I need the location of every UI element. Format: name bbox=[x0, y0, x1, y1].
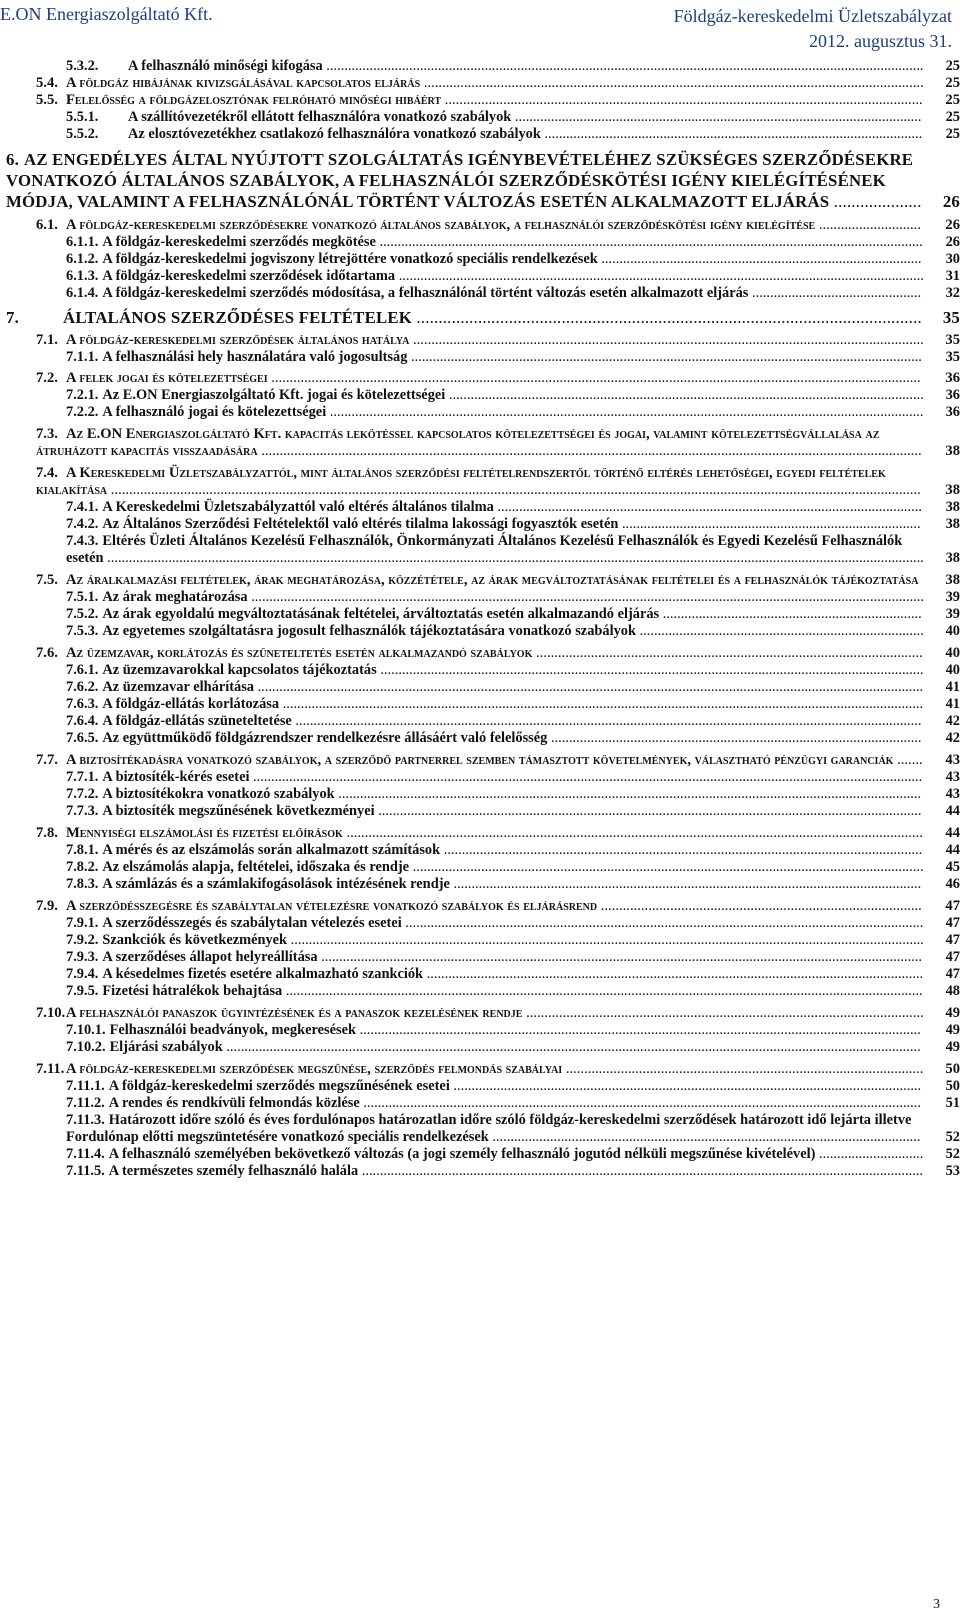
toc-entry-number: 7.7.2. bbox=[66, 786, 99, 802]
toc-entry-title: A földgáz-kereskedelmi szerződések időtartama bbox=[102, 268, 396, 284]
toc-entry[interactable] bbox=[0, 1095, 960, 1112]
toc-entry[interactable] bbox=[0, 1005, 960, 1022]
toc-entry[interactable] bbox=[0, 75, 960, 92]
toc-entry-title: Eltérés Üzleti Általános Kezelésű Felhasználók, Önkormányzati Általános Kezelésű Felhasználók és Egyedi Kezelésű Felhasználók esetén bbox=[66, 533, 903, 566]
toc-entry-title: A felhasználó jogai és kötelezettségei bbox=[102, 404, 327, 420]
toc-entry-leader: ....................................................................................................................................................... bbox=[374, 803, 922, 819]
toc-entry[interactable] bbox=[0, 859, 960, 876]
toc-entry[interactable] bbox=[0, 1146, 960, 1163]
toc-entry-title: A földgáz-kereskedelmi szerződések általános hatálya bbox=[66, 332, 410, 348]
toc-entry-title: Az üzemzavarokkal kapcsolatos tájékoztatás bbox=[102, 662, 377, 678]
toc-entry-title: A földgáz-kereskedelmi szerződések megszűnése, szerződés felmondás szabályai bbox=[66, 1061, 563, 1077]
toc-entry-title: A földgáz-kereskedelmi jogviszony létrejöttére vonatkozó speciális rendelkezések bbox=[102, 251, 598, 267]
toc-entry[interactable] bbox=[0, 876, 960, 893]
toc-entry-number: 7.9.4. bbox=[66, 966, 99, 982]
toc-entry-leader: ..................................................................................................................................................................................... bbox=[257, 443, 922, 459]
toc-entry-leader: ........................................................................................ bbox=[597, 898, 922, 914]
toc-entry[interactable] bbox=[0, 149, 960, 212]
toc-entry-page: 38 bbox=[924, 516, 960, 533]
toc-entry-leader: ........................................................................................................................................................... bbox=[359, 1095, 921, 1111]
toc-entry-leader: ......................................................................................................................................................................................... bbox=[253, 679, 924, 695]
toc-entry-page: 38 bbox=[924, 443, 960, 460]
toc-entry-title: A földgáz-ellátás korlátozása bbox=[102, 696, 280, 712]
toc-entry-number: 6.1. bbox=[36, 217, 58, 233]
page-number: 3 bbox=[933, 1597, 940, 1612]
toc-entry-leader: ................................................................................................................... bbox=[412, 308, 922, 327]
toc-entry[interactable] bbox=[0, 1112, 960, 1146]
toc-entry-title: A felhasználó minőségi kifogása bbox=[128, 58, 323, 74]
toc-entry-title: ÁLTALÁNOS SZERZŐDÉSES FELTÉTELEK bbox=[63, 308, 413, 327]
toc-entry-leader: .............................................................................................................................................................. bbox=[342, 825, 923, 841]
toc-entry-title: A felhasználó személyében bekövetkező változás (a jogi személy felhasználó jogutód nélküli megszűnése kivételével) bbox=[108, 1146, 816, 1162]
toc-entry-page: 38 bbox=[924, 550, 960, 567]
toc-entry-number: 7.4. bbox=[36, 465, 58, 481]
toc-entry[interactable] bbox=[0, 623, 960, 640]
document-date: 2012. augusztus 31. bbox=[809, 31, 952, 51]
toc-entry[interactable] bbox=[0, 606, 960, 623]
toc-entry-title: Felhasználói beadványok, megkeresések bbox=[109, 1022, 356, 1038]
toc-entry[interactable] bbox=[0, 426, 960, 460]
toc-entry[interactable] bbox=[0, 370, 960, 387]
toc-entry-title: Eljárási szabályok bbox=[109, 1039, 223, 1055]
toc-entry-title: A biztosítékadásra vonatkozó szabályok, a szerződő partnerrel szemben támasztott követelmények, választható pénzügyi garanciák bbox=[66, 752, 894, 768]
toc-entry-title: A földgáz-kereskedelmi szerződés megkötése bbox=[102, 234, 376, 250]
toc-entry[interactable] bbox=[0, 499, 960, 516]
toc-entry-title: A szerződéses állapot helyreállítása bbox=[102, 949, 318, 965]
toc-entry-number: 7.11.5. bbox=[66, 1163, 105, 1179]
toc-entry-leader: ............................................................................... bbox=[635, 623, 924, 639]
toc-entry[interactable] bbox=[0, 126, 960, 143]
toc-entry-leader: ..................................................................................................................................... bbox=[440, 842, 923, 858]
toc-entry-leader: .................................................................................................................................................. bbox=[395, 268, 924, 284]
toc-entry-number: 7.2. bbox=[36, 370, 58, 386]
toc-entry-title: A szállítóvezetékről ellátott felhasználóra vonatkozó szabályok bbox=[128, 109, 512, 125]
toc-entry-title: Az E.ON Energiaszolgáltató Kft. jogai és kötelezettségei bbox=[102, 387, 446, 403]
toc-entry-page: 32 bbox=[924, 285, 960, 302]
toc-entry-title: Fizetési hátralékok behajtása bbox=[102, 983, 283, 999]
toc-entry[interactable] bbox=[0, 983, 960, 1000]
toc-entry-leader: .................................................................................................................................... bbox=[445, 387, 924, 403]
toc-entry-page: 26 bbox=[924, 234, 960, 251]
toc-entry-title: Az árak meghatározása bbox=[102, 589, 248, 605]
toc-entry-title: Az áralkalmazási feltételek, árak meghatározása, közzététele, az árak megváltoztatásának feltételei és a felhasználók tájékoztatása bbox=[66, 572, 919, 588]
toc-entry-leader: ....................................................................................................................... bbox=[488, 1129, 921, 1145]
toc-entry-page: 25 bbox=[924, 58, 960, 75]
toc-entry-number: 7.11.1. bbox=[66, 1078, 105, 1094]
toc-entry-leader: ...................................................................................................................... bbox=[493, 499, 922, 515]
toc-entry-number: 5.5.2. bbox=[66, 126, 99, 142]
toc-entry-title: Szankciók és következmények bbox=[102, 932, 288, 948]
toc-entry[interactable] bbox=[0, 898, 960, 915]
toc-entry[interactable] bbox=[0, 1022, 960, 1039]
toc-entry-number: 7.6. bbox=[36, 645, 58, 661]
toc-entry[interactable] bbox=[0, 803, 960, 820]
toc-entry-number: 7.6.2. bbox=[66, 679, 99, 695]
toc-entry-page: 38 bbox=[924, 499, 960, 516]
document-title: Földgáz-kereskedelmi Üzletszabályzat bbox=[673, 6, 952, 26]
toc-entry-number: 7.11.3. bbox=[66, 1112, 105, 1128]
toc-entry[interactable] bbox=[0, 825, 960, 842]
toc-entry-leader: ................................................................................................................................................................................................. bbox=[222, 1039, 921, 1055]
toc-entry[interactable] bbox=[0, 1078, 960, 1095]
toc-entry-title: A Kereskedelmi Üzletszabályzattól, mint általános szerződési feltételrendszertől történő eltérés lehetőségei, egyedi feltételek kialakítása bbox=[36, 465, 886, 498]
toc-entry-page: 47 bbox=[924, 898, 960, 915]
toc-entry-leader: ....................................................................................................................................................... bbox=[376, 662, 924, 678]
toc-entry-title: A késedelmes fizetés esetére alkalmazható szankciók bbox=[102, 966, 424, 982]
toc-entry-page: 53 bbox=[924, 1163, 960, 1180]
toc-entry[interactable] bbox=[0, 109, 960, 126]
toc-entry-leader: ..................................................................................................................................................................... bbox=[326, 404, 924, 420]
toc-entry[interactable] bbox=[0, 589, 960, 606]
toc-entry-leader: ............................ bbox=[815, 217, 921, 233]
toc-entry-page: 39 bbox=[924, 589, 960, 606]
toc-entry-number: 7.5.2. bbox=[66, 606, 99, 622]
toc-entry-number: 7.1.1. bbox=[66, 349, 99, 365]
toc-entry-number: 6.1.1. bbox=[66, 234, 99, 250]
toc-entry-leader: ................................................................................................................. bbox=[511, 109, 922, 125]
toc-entry-page: 48 bbox=[924, 983, 960, 1000]
toc-entry-number: 7.5.1. bbox=[66, 589, 99, 605]
toc-entry-number: 7.4.2. bbox=[66, 516, 99, 532]
toc-entry[interactable] bbox=[0, 92, 960, 109]
toc-entry-leader: .............................................................................................................................................. bbox=[407, 349, 922, 365]
toc-entry-number: 7.1. bbox=[36, 332, 58, 348]
toc-entry-title: A földgáz-kereskedelmi szerződésekre vonatkozó általános szabályok, a felhasználói szerződéskötési igény kielégítése bbox=[66, 217, 816, 233]
toc-entry-page: 40 bbox=[924, 662, 960, 679]
toc-entry[interactable] bbox=[0, 533, 960, 567]
toc-entry-number: 7.7.3. bbox=[66, 803, 99, 819]
toc-entry-title: A felhasználói panaszok ügyintézésének és a panaszok kezelésének rendje bbox=[66, 1005, 523, 1021]
toc-entry[interactable] bbox=[0, 842, 960, 859]
toc-entry-number: 7.8.3. bbox=[66, 876, 99, 892]
toc-entry-number: 7.2.2. bbox=[66, 404, 99, 420]
toc-entry-page: 38 bbox=[924, 482, 960, 499]
toc-entry-title: A biztosítékokra vonatkozó szabályok bbox=[102, 786, 335, 802]
toc-entry-number: 7.6.3. bbox=[66, 696, 99, 712]
toc-entry-page: 50 bbox=[924, 1061, 960, 1078]
toc-entry-number: 7.9.2. bbox=[66, 932, 99, 948]
toc-entry-title: A földgáz-kereskedelmi szerződés megszűnésének esetei bbox=[108, 1078, 450, 1094]
toc-entry-page: 30 bbox=[924, 251, 960, 268]
toc-entry-page: 36 bbox=[924, 387, 960, 404]
toc-entry-number: 7.4.1. bbox=[66, 499, 99, 515]
toc-entry[interactable] bbox=[0, 234, 960, 251]
toc-entry-title: Az elszámolás alapja, feltételei, időszaka és rendje bbox=[102, 859, 410, 875]
company-name: E.ON Energiaszolgáltató Kft. bbox=[0, 4, 213, 24]
toc-entry-number: 7.6.5. bbox=[66, 730, 99, 746]
toc-entry-leader: ...................................................................................................................................................................... bbox=[322, 58, 924, 74]
toc-entry-page: 26 bbox=[924, 191, 960, 212]
toc-entry-title: Az Általános Szerződési Feltételektől való eltérés tilalma lakossági fogyasztók esetén bbox=[102, 516, 619, 532]
toc-entry-leader: ................................................................................................................................................ bbox=[401, 915, 924, 931]
toc-entry[interactable] bbox=[0, 752, 960, 769]
toc-entry-leader: .............................................................................................................................................................................. bbox=[291, 713, 922, 729]
toc-entry[interactable] bbox=[0, 572, 960, 589]
toc-entry-title: A Kereskedelmi Üzletszabályzattól való eltérés általános tilalma bbox=[102, 499, 494, 515]
toc-entry-number: 7.9. bbox=[36, 898, 58, 914]
toc-entry[interactable] bbox=[0, 217, 960, 234]
toc-entry-title: A földgáz-kereskedelmi szerződés módosítása, a felhasználónál történt változás esetén alkalmazott eljárás bbox=[102, 285, 749, 301]
toc-entry-title: A földgáz-ellátás szüneteltetése bbox=[102, 713, 292, 729]
toc-entry-page: 43 bbox=[924, 752, 960, 769]
toc-entry-leader: ....................................................................................................... bbox=[547, 730, 922, 746]
toc-entry[interactable] bbox=[0, 1061, 960, 1078]
toc-entry-leader: ....................................................................................................................................................... bbox=[375, 234, 923, 250]
toc-entry[interactable] bbox=[0, 285, 960, 302]
toc-entry-leader: ........................................................................ bbox=[659, 606, 922, 622]
toc-entry-number: 7.9.3. bbox=[66, 949, 99, 965]
toc-entry[interactable] bbox=[0, 251, 960, 268]
toc-entry-page: 25 bbox=[924, 109, 960, 126]
toc-entry-number: 7.11. bbox=[36, 1061, 65, 1077]
toc-entry-page: 39 bbox=[924, 606, 960, 623]
toc-entry-title: A szerződésszegésre és szabálytalan vételezésre vonatkozó szabályok és eljárásrend bbox=[66, 898, 598, 914]
toc-entry-number: 7.10. bbox=[36, 1005, 66, 1021]
toc-entry-page: 25 bbox=[924, 92, 960, 109]
toc-entry-leader: .................... bbox=[829, 192, 922, 211]
toc-entry-leader: ................................................................................................................................................................................................................................... bbox=[103, 550, 924, 566]
toc-entry-leader: ......................................................................................... bbox=[597, 251, 922, 267]
toc-entry[interactable] bbox=[0, 966, 960, 983]
toc-entry-leader: .................................................................................................................................................................. bbox=[334, 786, 922, 802]
toc-entry-number: 7.4.3. bbox=[66, 533, 99, 549]
toc-entry-title: A mérés és az elszámolás során alkalmazott számítások bbox=[102, 842, 441, 858]
toc-entry[interactable] bbox=[0, 387, 960, 404]
toc-entry-number: 7.6.4. bbox=[66, 713, 99, 729]
toc-entry-number: 5.5.1. bbox=[66, 109, 99, 125]
toc-entry-leader: .................................................................................................................................................................................. bbox=[279, 696, 924, 712]
toc-entry-number: 7.7.1. bbox=[66, 769, 99, 785]
toc-entry-leader: .................................................................................................. bbox=[562, 1061, 924, 1077]
toc-entry-title: A szerződésszegés és szabálytalan vételezés esetei bbox=[102, 915, 402, 931]
toc-entry-title: A számlázás és a számlakifogásolások intézésének rendje bbox=[102, 876, 450, 892]
toc-entry-number: 7.9.5. bbox=[66, 983, 99, 999]
toc-entry-leader: ............................................................................................................. bbox=[522, 1005, 924, 1021]
toc-entry[interactable] bbox=[0, 332, 960, 349]
toc-entry-number: 7.11.2. bbox=[66, 1095, 105, 1111]
toc-entry[interactable] bbox=[0, 662, 960, 679]
toc-entry[interactable] bbox=[0, 932, 960, 949]
toc-entry-title: AZ ENGEDÉLYES ÁLTAL NYÚJTOTT SZOLGÁLTATÁS IGÉNYBEVÉTELÉHEZ SZÜKSÉGES SZERZŐDÉSEKRE VONATKOZÓ ÁLTALÁNOS SZABÁLYOK, A FELHASZNÁLÓI SZERZŐDÉSKÖTÉSI IGÉNY KIELÉGÍTÉSÉNEK MÓDJA, VALAMINT A FELHASZNÁLÓNÁL TÖRTÉNT VÁLTOZÁS ESETÉN ALKALMAZOTT ELJÁRÁS bbox=[6, 150, 914, 211]
toc-entry[interactable] bbox=[0, 465, 960, 499]
toc-entry-title: Az üzemzavar, korlátozás és szüneteltetés esetén alkalmazandó szabályok bbox=[66, 645, 533, 661]
toc-entry-page: 40 bbox=[924, 623, 960, 640]
toc-entry[interactable] bbox=[0, 1039, 960, 1056]
toc-entry-leader: ........................................................................................................................................................................................... bbox=[247, 589, 924, 605]
toc-entry-page: 25 bbox=[924, 126, 960, 143]
toc-entry-page: 50 bbox=[924, 1078, 960, 1095]
toc-entry[interactable] bbox=[0, 645, 960, 662]
toc-entry[interactable] bbox=[0, 516, 960, 533]
toc-entry-page: 47 bbox=[924, 949, 960, 966]
toc-entry-leader: ............................................... bbox=[748, 285, 922, 301]
toc-entry-title: Az E.ON Energiaszolgáltató Kft. kapacitás lekötéssel kapcsolatos kötelezettségei és jogai, valamint kötelezettségvállalása az átruházott kapacitás visszaadására bbox=[36, 426, 880, 459]
toc-entry-number: 6.1.3. bbox=[66, 268, 99, 284]
toc-entry-page: 36 bbox=[924, 404, 960, 421]
toc-entry[interactable] bbox=[0, 713, 960, 730]
toc-entry-title: Mennyiségi elszámolási és fizetési előírások bbox=[66, 825, 343, 841]
toc-entry-title: A biztosíték megszűnésének következményei bbox=[102, 803, 375, 819]
toc-entry-number: 7.7. bbox=[36, 752, 58, 768]
toc-entry-page: 43 bbox=[924, 786, 960, 803]
toc-entry-page: 31 bbox=[924, 268, 960, 285]
toc-entry-page: 47 bbox=[924, 932, 960, 949]
toc-entry-leader: .............................................................................................................................................................................................................................. bbox=[107, 482, 921, 498]
toc-entry-title: Az üzemzavar elhárítása bbox=[102, 679, 254, 695]
toc-entry-title: Az elosztóvezetékhez csatlakozó felhasználóra vonatkozó szabályok bbox=[128, 126, 541, 142]
toc-entry-page: 38 bbox=[924, 572, 960, 589]
toc-entry-page: 36 bbox=[924, 370, 960, 387]
toc-entry[interactable] bbox=[0, 786, 960, 803]
toc-entry-title: A biztosíték-kérés esetei bbox=[102, 769, 250, 785]
toc-entry[interactable] bbox=[0, 730, 960, 747]
toc-entry-leader: .................................................................................................................................. bbox=[449, 876, 922, 892]
toc-entry[interactable] bbox=[0, 1163, 960, 1180]
toc-entry[interactable] bbox=[0, 915, 960, 932]
toc-entry[interactable] bbox=[0, 679, 960, 696]
toc-entry-page: 44 bbox=[924, 825, 960, 842]
toc-entry-leader: .............................................................................................................................................. bbox=[409, 859, 924, 875]
toc-entry[interactable] bbox=[0, 58, 960, 75]
toc-entry-leader: ................................................................................... bbox=[618, 516, 921, 532]
toc-entry-page: 25 bbox=[924, 75, 960, 92]
toc-entry-page: 45 bbox=[924, 859, 960, 876]
toc-entry-page: 41 bbox=[924, 696, 960, 713]
toc-entry-leader: ......................................................................................................... bbox=[540, 126, 923, 142]
page-header bbox=[0, 0, 960, 50]
toc-entry-number: 7.8.1. bbox=[66, 842, 99, 858]
toc-entry[interactable] bbox=[0, 307, 960, 328]
toc-entry-page: 47 bbox=[924, 915, 960, 932]
toc-entry[interactable] bbox=[0, 349, 960, 366]
toc-entry-page: 52 bbox=[924, 1146, 960, 1163]
toc-entry[interactable] bbox=[0, 268, 960, 285]
toc-entry-leader: ....... bbox=[893, 752, 923, 768]
toc-entry-page: 43 bbox=[924, 769, 960, 786]
toc-entry-title: A rendes és rendkívüli felmondás közlése bbox=[108, 1095, 360, 1111]
toc-entry-title: Az árak egyoldalú megváltoztatásának feltételei, árváltoztatás esetén alkalmazandó eljárás bbox=[102, 606, 660, 622]
toc-entry-page: 49 bbox=[924, 1022, 960, 1039]
toc-entry-number: 7.10.1. bbox=[66, 1022, 106, 1038]
toc-entry-title: Felelősség a földgázelosztónak felróható minőségi hibáért bbox=[66, 92, 442, 108]
toc-entry-page: 52 bbox=[924, 1129, 960, 1146]
toc-entry-leader: ............................. bbox=[815, 1146, 924, 1162]
toc-entry[interactable] bbox=[0, 769, 960, 786]
toc-entry-number: 7.11.4. bbox=[66, 1146, 105, 1162]
toc-entry-page: 35 bbox=[924, 307, 960, 328]
toc-entry-leader: ............................................................................................................................................................ bbox=[355, 1022, 921, 1038]
toc-entry-page: 26 bbox=[924, 217, 960, 234]
toc-entry-title: Az együttműködő földgázrendszer rendelkezésre állásáért való felelősség bbox=[102, 730, 548, 746]
toc-entry-number: 7.10.2. bbox=[66, 1039, 106, 1055]
toc-entry[interactable] bbox=[0, 949, 960, 966]
table-of-contents bbox=[0, 58, 960, 1180]
toc-entry-number: 7.3. bbox=[36, 426, 58, 442]
toc-entry-leader: ......................................................................................................................................... bbox=[420, 75, 924, 91]
toc-entry-number: 5.5. bbox=[36, 92, 58, 108]
toc-entry-number: 7.8. bbox=[36, 825, 58, 841]
toc-entry-leader: .................................................................................................................................. bbox=[449, 1078, 922, 1094]
toc-entry-number: 6. bbox=[6, 150, 19, 169]
toc-entry-page: 41 bbox=[924, 679, 960, 696]
toc-entry-number: 7.5. bbox=[36, 572, 58, 588]
toc-entry-number: 7.2.1. bbox=[66, 387, 99, 403]
toc-entry-leader: .................................................................................................................................................................................. bbox=[267, 370, 921, 386]
toc-entry-title: Határozott időre szóló és éves fordulónapos határozatlan időre szóló földgáz-kereskedelmi szerződések határozott idő lejárta illetve Fordulónap előtti megszüntetésére vonatkozó speciális rendelkezések bbox=[66, 1112, 912, 1145]
toc-entry-leader: ............................................................................................................................................................ bbox=[358, 1163, 923, 1179]
toc-entry-page: 40 bbox=[924, 645, 960, 662]
toc-entry-title: A felek jogai és kötelezettségei bbox=[66, 370, 268, 386]
toc-entry-number: 7.5.3. bbox=[66, 623, 99, 639]
toc-entry-title: A felhasználási hely használatára való jogosultság bbox=[102, 349, 408, 365]
toc-entry-number: 6.1.4. bbox=[66, 285, 99, 301]
toc-entry-page: 44 bbox=[924, 842, 960, 859]
toc-entry-page: 44 bbox=[924, 803, 960, 820]
toc-entry-page: 35 bbox=[924, 332, 960, 349]
toc-entry-number: 7.8.2. bbox=[66, 859, 99, 875]
toc-entry-leader: ....................................................................................................................................................................... bbox=[317, 949, 922, 965]
toc-entry-leader: .......................................................................................................... bbox=[532, 645, 923, 661]
toc-entry-number: 5.3.2. bbox=[66, 58, 99, 74]
header-right bbox=[674, 4, 952, 54]
toc-entry-leader: .......................................................................................................................................................................................... bbox=[249, 769, 923, 785]
toc-entry-leader: ................................................................................................................................................................................. bbox=[282, 983, 923, 999]
toc-entry-page: 51 bbox=[924, 1095, 960, 1112]
toc-entry-page: 42 bbox=[924, 730, 960, 747]
toc-entry-leader: ................................................................................................................................... bbox=[441, 92, 923, 108]
toc-entry-page: 47 bbox=[924, 966, 960, 983]
toc-entry-title: Az egyetemes szolgáltatásra jogosult felhasználók tájékoztatására vonatkozó szabályok bbox=[102, 623, 636, 639]
toc-entry-leader: ............................................................................................................................................ bbox=[409, 332, 924, 348]
toc-entry-number: 7.9.1. bbox=[66, 915, 99, 931]
toc-entry-leader: ................................................................................................................................................................................ bbox=[287, 932, 924, 948]
toc-entry-number: 5.4. bbox=[36, 75, 58, 91]
toc-entry-title: A földgáz hibájának kivizsgálásával kapcsolatos eljárás bbox=[66, 75, 421, 91]
toc-entry-number: 7.6.1. bbox=[66, 662, 99, 678]
toc-entry-page: 42 bbox=[924, 713, 960, 730]
toc-entry-page: 46 bbox=[924, 876, 960, 893]
toc-entry-leader: .......................................................................................................................................... bbox=[423, 966, 924, 982]
toc-entry-page: 49 bbox=[924, 1005, 960, 1022]
toc-entry[interactable] bbox=[0, 404, 960, 421]
toc-entry-title: A természetes személy felhasználó halála bbox=[108, 1163, 359, 1179]
toc-entry-number: 6.1.2. bbox=[66, 251, 99, 267]
toc-entry[interactable] bbox=[0, 696, 960, 713]
toc-entry-page: 35 bbox=[924, 349, 960, 366]
toc-entry-number: 7. bbox=[6, 308, 19, 327]
toc-entry-page: 49 bbox=[924, 1039, 960, 1056]
